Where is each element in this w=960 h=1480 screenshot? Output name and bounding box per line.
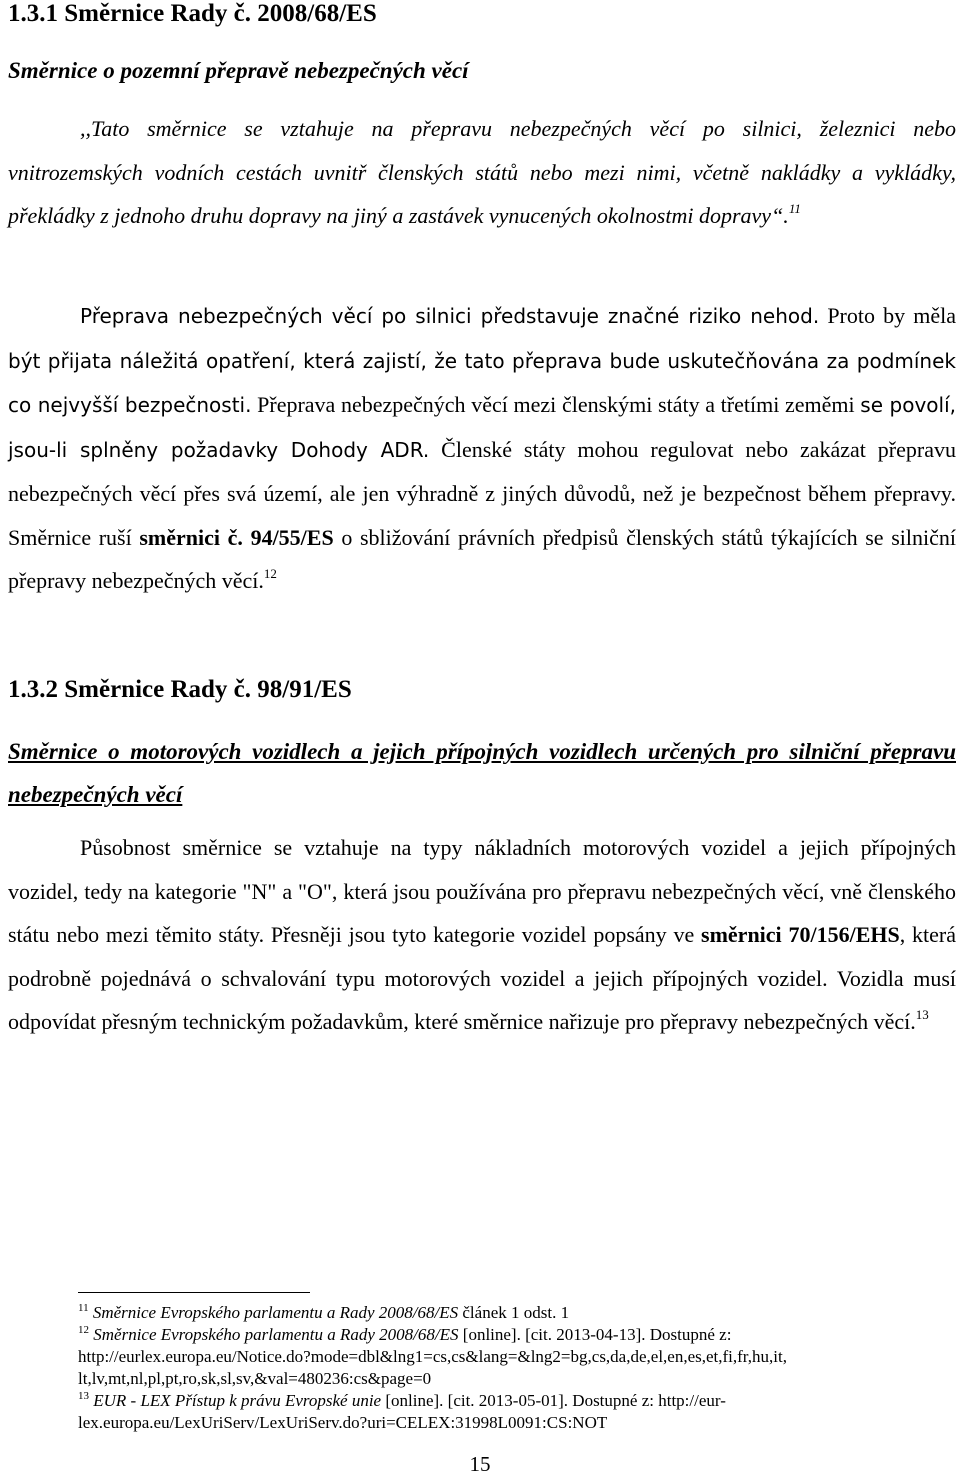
footnote-number: 12 [78,1324,89,1336]
footnote-ref-11: 11 [788,201,801,216]
footnote-ref-12: 12 [263,566,277,581]
footnote-11 [78,1302,948,1324]
footnote-number: 13 [78,1390,89,1402]
para-text: Působnost směrnice se vztahuje na typy nákladních motorových vozidel a jejich přípojných vozidel, tedy na kategorie "N" a "O", která jsou používána pro přepravu nebezpečných věcí, vně členského státu nebo mezi těmito státy. Přesněji jsou tyto kategorie vozidel popsány ve [8,835,956,947]
para-text: se povolí, jsou-li splněny požadavky Dohody ADR. [8,393,957,462]
footnote-text: [online]. [cit. 2013-05-01]. Dostupné z: http://eur-lex.europa.eu/LexUriServ/LexUriServ.do?uri=CELEX:31998L0091:CS:NOT [78,1391,726,1432]
footnote-source: EUR - LEX Přístup k právu Evropské unie [93,1391,382,1410]
para-text: Proto by měla [819,303,956,328]
para-text: o sbližování právních předpisů členských států týkajících se silniční přepravy nebezpečných věcí. [8,524,956,593]
para-text: Přeprava nebezpečných věcí po silnici představuje značné riziko nehod. [80,304,820,328]
para-text: být přijata náležitá opatření, která zajistí, že tato přeprava bude uskutečňována za podmínek co nejvyšší bezpečnosti. [8,348,956,417]
page-number: 15 [469,1452,491,1476]
footnote-12 [0,1324,948,1390]
quote-paragraph [8,107,956,238]
footnote-13 [78,1390,948,1434]
footnote-separator [78,1292,310,1293]
para-text: Členské státy mohou regulovat nebo zakázat přepravu nebezpečných věcí přes svá území, ale jen výhradně z jiných důvodů, než je bezpečnost během přepravy. Směrnice ruší [8,436,956,550]
para-text: , která podrobně pojednává o schvalování typu motorových vozidel a jejich přípojných vozidel. Vozidla musí odpovídat přesným technickým požadavkům, které směrnice nařizuje pro přepravy nebezpečných věcí. [8,922,957,1034]
body-paragraph-2 [8,826,956,1044]
para-text: Přeprava nebezpečných věcí mezi členskými státy a třetími zeměmi [251,392,855,417]
section-heading-1-3-2: 1.3.2 Směrnice Rady č. 98/91/ES [8,676,352,703]
directive-reference: směrnici č. 94/55/ES [139,524,334,550]
footnote-text: článek 1 odst. 1 [458,1303,570,1322]
body-paragraph-1 [8,294,956,603]
footnote-text: [online]. [cit. 2013-04-13]. Dostupné z: http://eurlex.europa.eu/Notice.do?mode=dbl&lng1=cs,cs&lang=&lng2=bg,cs,da,de,el,en,es,et,fi,fr,hu,it, lt,lv,mt,nl,pl,pt,ro,sk,sl,sv,&val=480236:cs&page=0 [78,1325,787,1388]
section-subtitle-1: Směrnice o pozemní přepravě nebezpečných věcí [8,58,469,83]
section-heading-1-3-1: 1.3.1 Směrnice Rady č. 2008/68/ES [8,0,377,27]
quote-text: ,,Tato směrnice se vztahuje na přepravu nebezpečných věcí po silnici, železnici nebo vnitrozemských vodních cestách uvnitř členských států nebo mezi nimi, včetně nakládky a vykládky, překládky z jednoho druhu dopravy na jiný a zastávek vynucených okolnostmi dopravy“. [8,116,956,228]
footnotes [78,1302,948,1434]
footnote-number: 11 [78,1302,89,1314]
footnote-source: Směrnice Evropského parlamentu a Rady 2008/68/ES [92,1303,459,1322]
footnote-source: Směrnice Evropského parlamentu a Rady 2008/68/ES [93,1325,459,1344]
footnote-ref-13: 13 [915,1007,929,1022]
section-subtitle-2: Směrnice o motorových vozidlech a jejich přípojných vozidlech určených pro silniční přepravu nebezpečných věcí [8,739,956,807]
directive-reference: směrnici 70/156/EHS [701,922,900,947]
